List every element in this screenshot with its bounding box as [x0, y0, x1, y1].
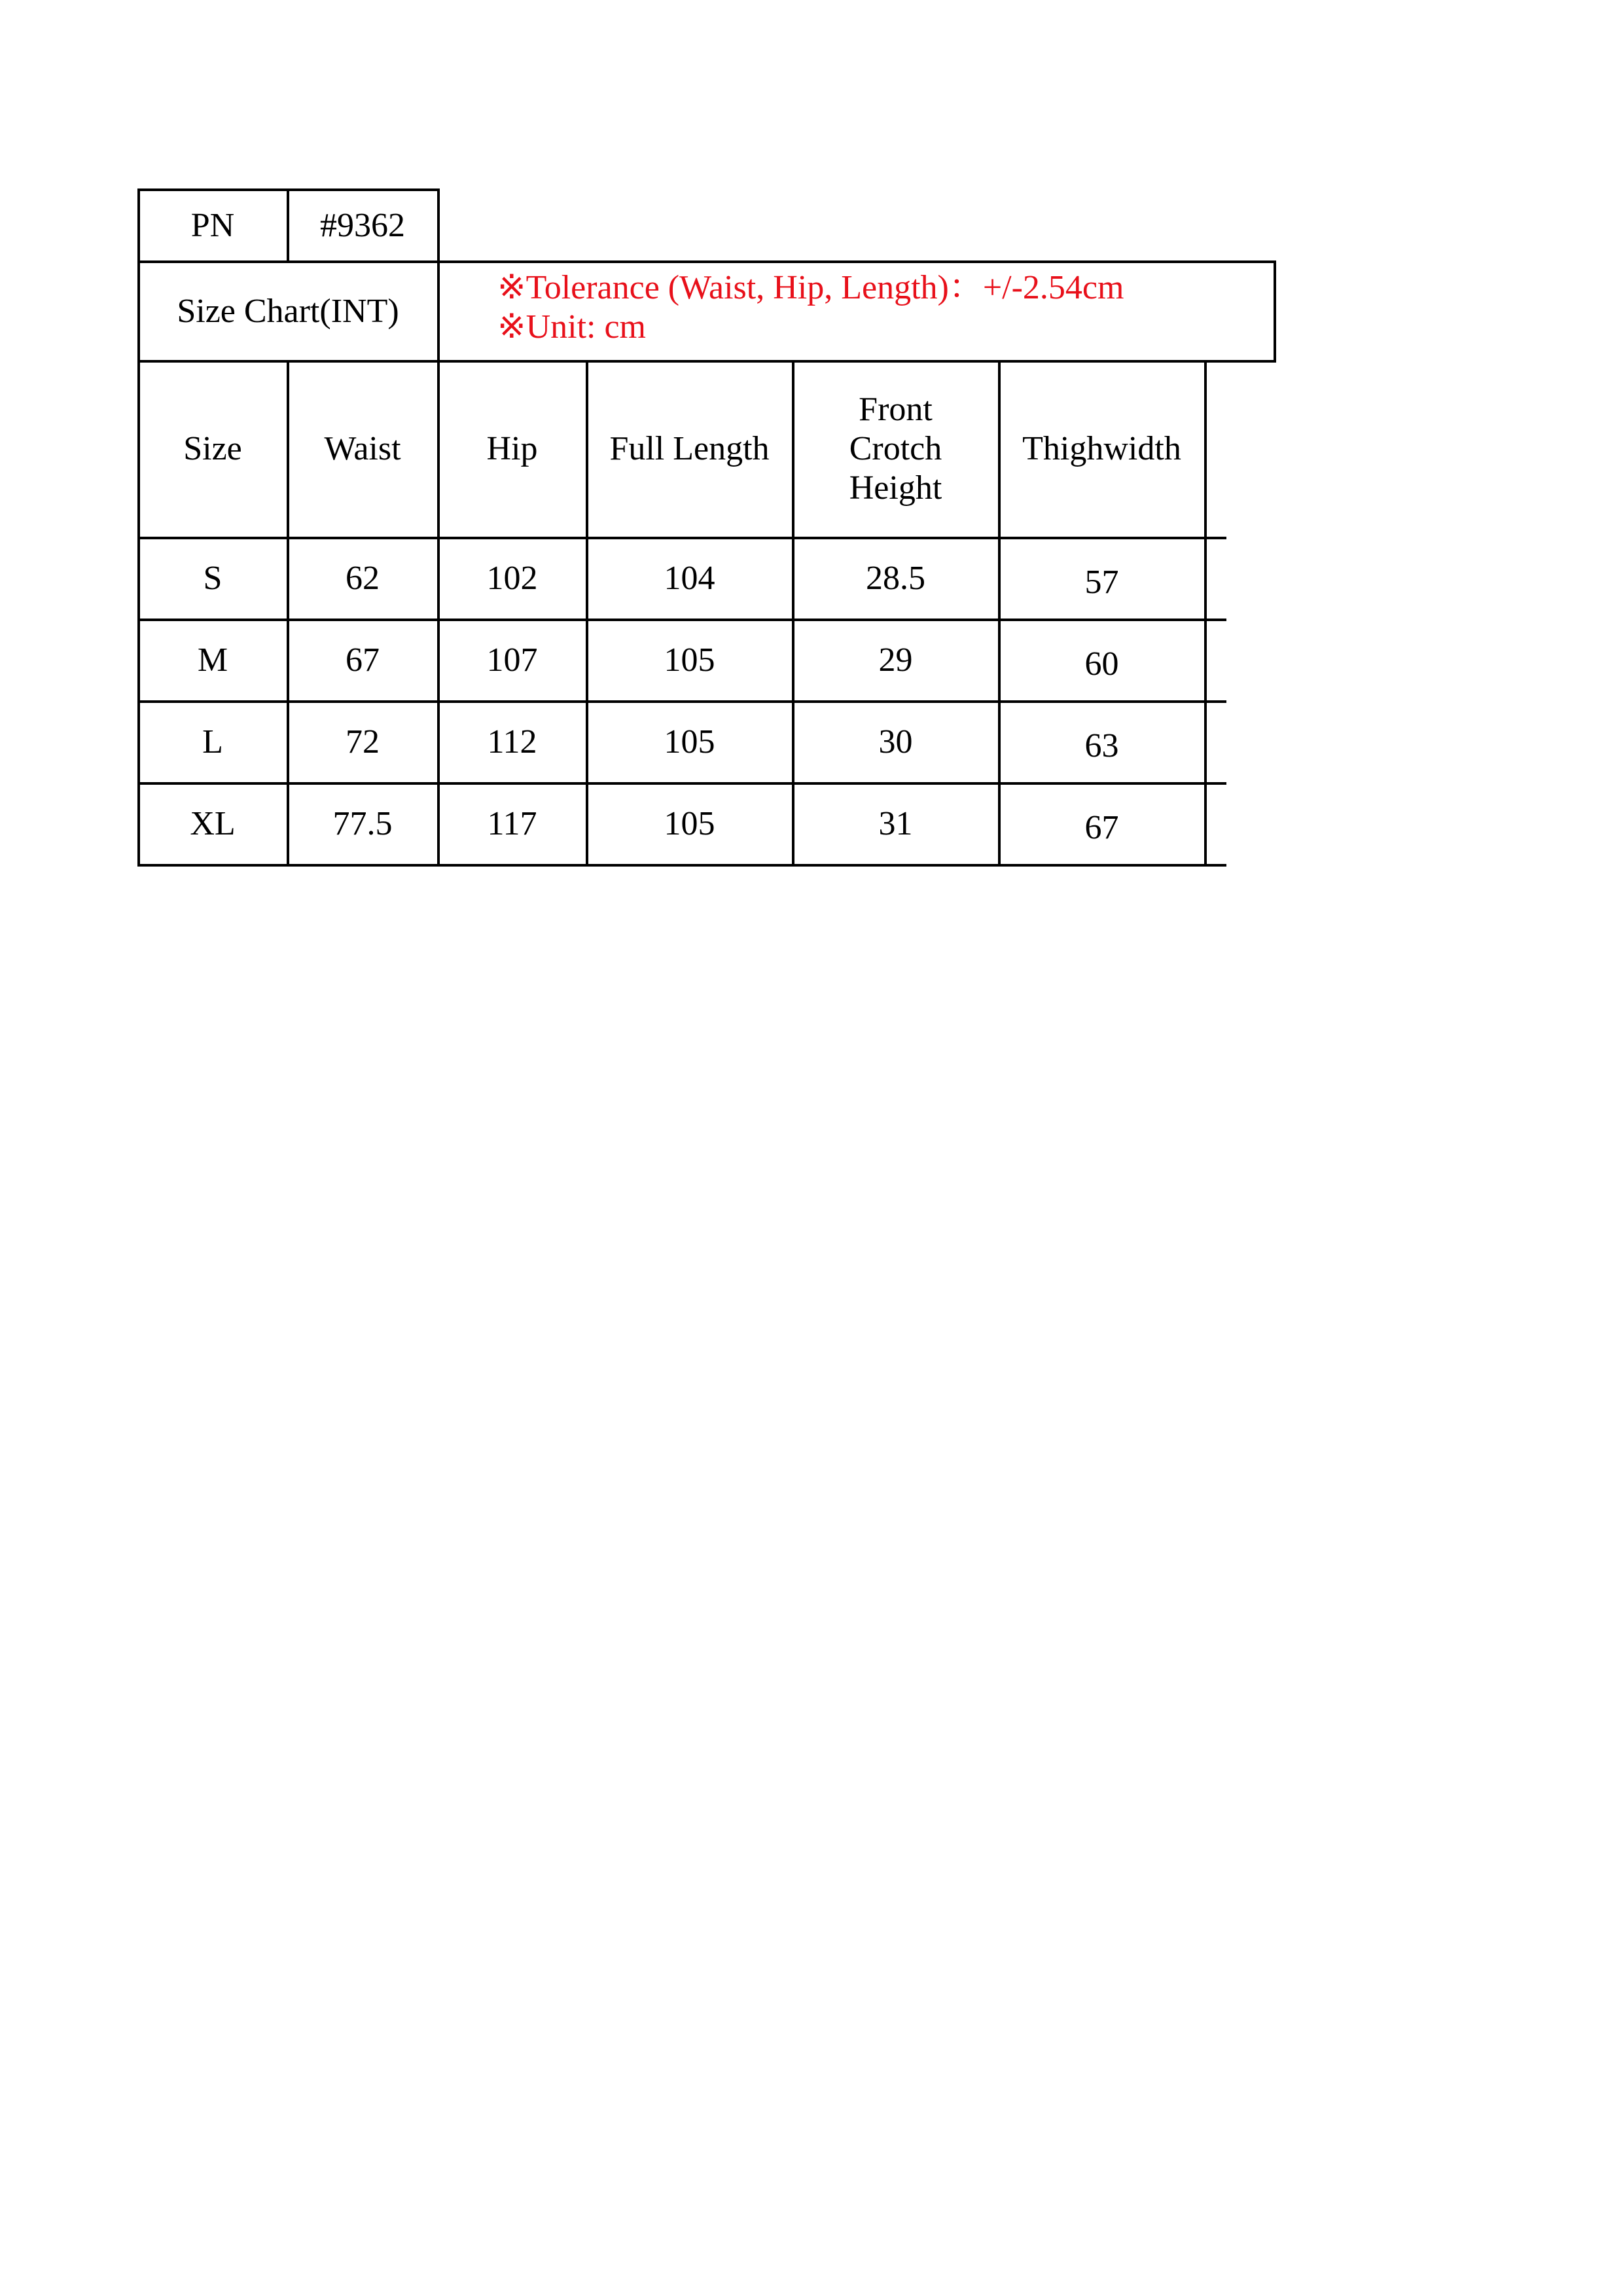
size-cell: S — [203, 559, 223, 597]
header-waist: Waist — [324, 430, 401, 468]
header-front-crotch-height — [793, 361, 998, 537]
thighwidth-cell: 63 — [1084, 726, 1119, 764]
hip-cell: 117 — [487, 804, 537, 842]
tolerance-note: ※Tolerance (Waist, Hip, Length)：+/-2.54cm — [497, 269, 1124, 306]
header-size: Size — [183, 430, 242, 468]
front-crotch-height-cell: 31 — [878, 804, 913, 842]
header-line: Crotch — [849, 430, 942, 468]
hip-cell: 102 — [486, 559, 538, 597]
waist-cell: 62 — [346, 559, 380, 597]
size-cell: M — [197, 641, 228, 679]
thighwidth-cell: 57 — [1084, 563, 1119, 601]
header-hip: Hip — [486, 430, 538, 468]
size-cell: XL — [190, 804, 236, 842]
hip-cell: 112 — [487, 723, 537, 761]
front-crotch-height-cell: 29 — [878, 641, 913, 679]
size-chart-label: Size Chart(INT) — [177, 293, 399, 331]
hip-cell: 107 — [486, 641, 538, 679]
header-line: Front — [859, 391, 933, 429]
waist-cell: 77.5 — [332, 804, 393, 842]
border-line — [1274, 260, 1276, 363]
thighwidth-cell: 67 — [1084, 808, 1119, 846]
full-length-cell: 105 — [664, 641, 715, 679]
thighwidth-cell: 60 — [1084, 645, 1119, 683]
pn-value: #9362 — [320, 207, 405, 245]
waist-cell: 67 — [346, 641, 380, 679]
full-length-cell: 104 — [664, 559, 715, 597]
front-crotch-height-cell: 30 — [878, 723, 913, 761]
front-crotch-height-cell: 28.5 — [866, 559, 925, 597]
unit-note: ※Unit: cm — [497, 308, 646, 346]
border-line — [1204, 360, 1207, 867]
header-thighwidth: Thighwidth — [1022, 430, 1181, 468]
header-line: Height — [849, 469, 942, 507]
size-cell: L — [202, 723, 223, 761]
full-length-cell: 105 — [664, 723, 715, 761]
pn-label: PN — [190, 207, 235, 245]
header-full-length: Full Length — [609, 430, 770, 468]
full-length-cell: 105 — [664, 804, 715, 842]
waist-cell: 72 — [346, 723, 380, 761]
